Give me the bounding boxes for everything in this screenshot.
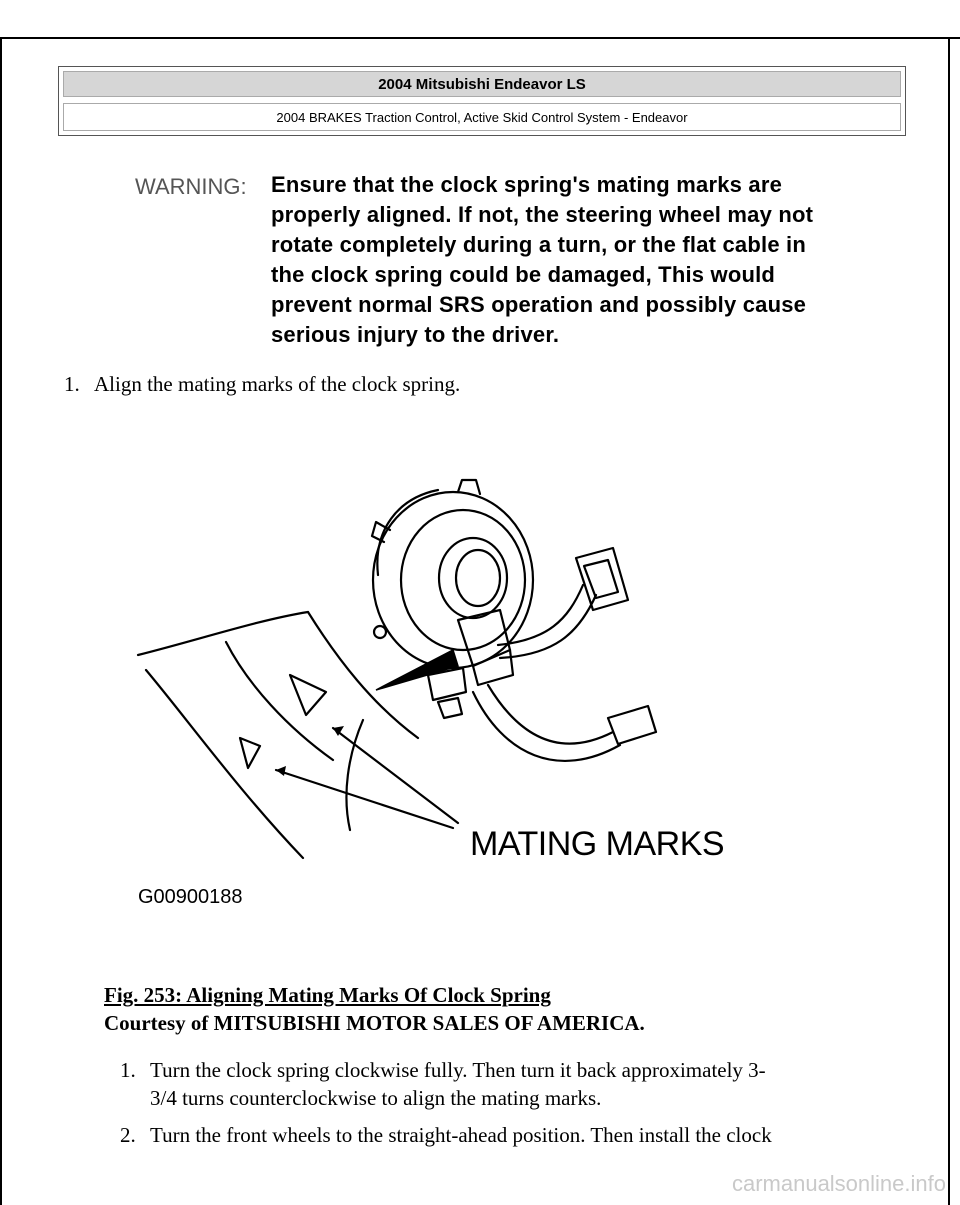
- header-title: 2004 Mitsubishi Endeavor LS: [63, 71, 901, 97]
- step-1: [64, 370, 904, 400]
- warning-text: [271, 170, 911, 350]
- clock-spring-illustration: [128, 470, 748, 920]
- warning-line: Ensure that the clock spring's mating marks are: [271, 172, 783, 197]
- substep-number: 1.: [120, 1058, 136, 1082]
- figure-courtesy: Courtesy of MITSUBISHI MOTOR SALES OF AMERICA.: [104, 1011, 645, 1035]
- warning-line: rotate completely during a turn, or the flat cable in: [271, 232, 807, 257]
- page-frame-top: [0, 37, 960, 39]
- warning-line: serious injury to the driver.: [271, 322, 560, 347]
- substep-1: [120, 1056, 910, 1112]
- step-number: 1.: [64, 372, 80, 396]
- substep-line: 3/4 turns counterclockwise to align the mating marks.: [150, 1086, 602, 1110]
- clock-spring-figure: [128, 470, 748, 920]
- substep-2: [120, 1121, 910, 1151]
- figure-caption: Fig. 253: Aligning Mating Marks Of Clock Spring: [104, 983, 551, 1007]
- warning-line: properly aligned. If not, the steering wheel may not: [271, 202, 814, 227]
- substep-line: Turn the clock spring clockwise fully. Then turn it back approximately 3-: [150, 1058, 766, 1082]
- warning-line: the clock spring could be damaged, This would: [271, 262, 776, 287]
- step-text: Align the mating marks of the clock spring.: [94, 372, 461, 396]
- figure-callout: MATING MARKS: [470, 825, 725, 863]
- figure-code: G00900188: [138, 886, 243, 908]
- document-header: [58, 66, 906, 136]
- substep-number: 2.: [120, 1123, 136, 1147]
- warning-line: prevent normal SRS operation and possibly cause: [271, 292, 807, 317]
- page-frame-right: [948, 37, 950, 1205]
- substep-line: Turn the front wheels to the straight-ahead position. Then install the clock: [150, 1123, 772, 1147]
- page-frame-left: [0, 37, 2, 1205]
- warning-label: WARNING:: [135, 174, 247, 199]
- site-watermark: carmanualsonline.info: [731, 1171, 946, 1196]
- header-subtitle: 2004 BRAKES Traction Control, Active Skid Control System - Endeavor: [63, 103, 901, 131]
